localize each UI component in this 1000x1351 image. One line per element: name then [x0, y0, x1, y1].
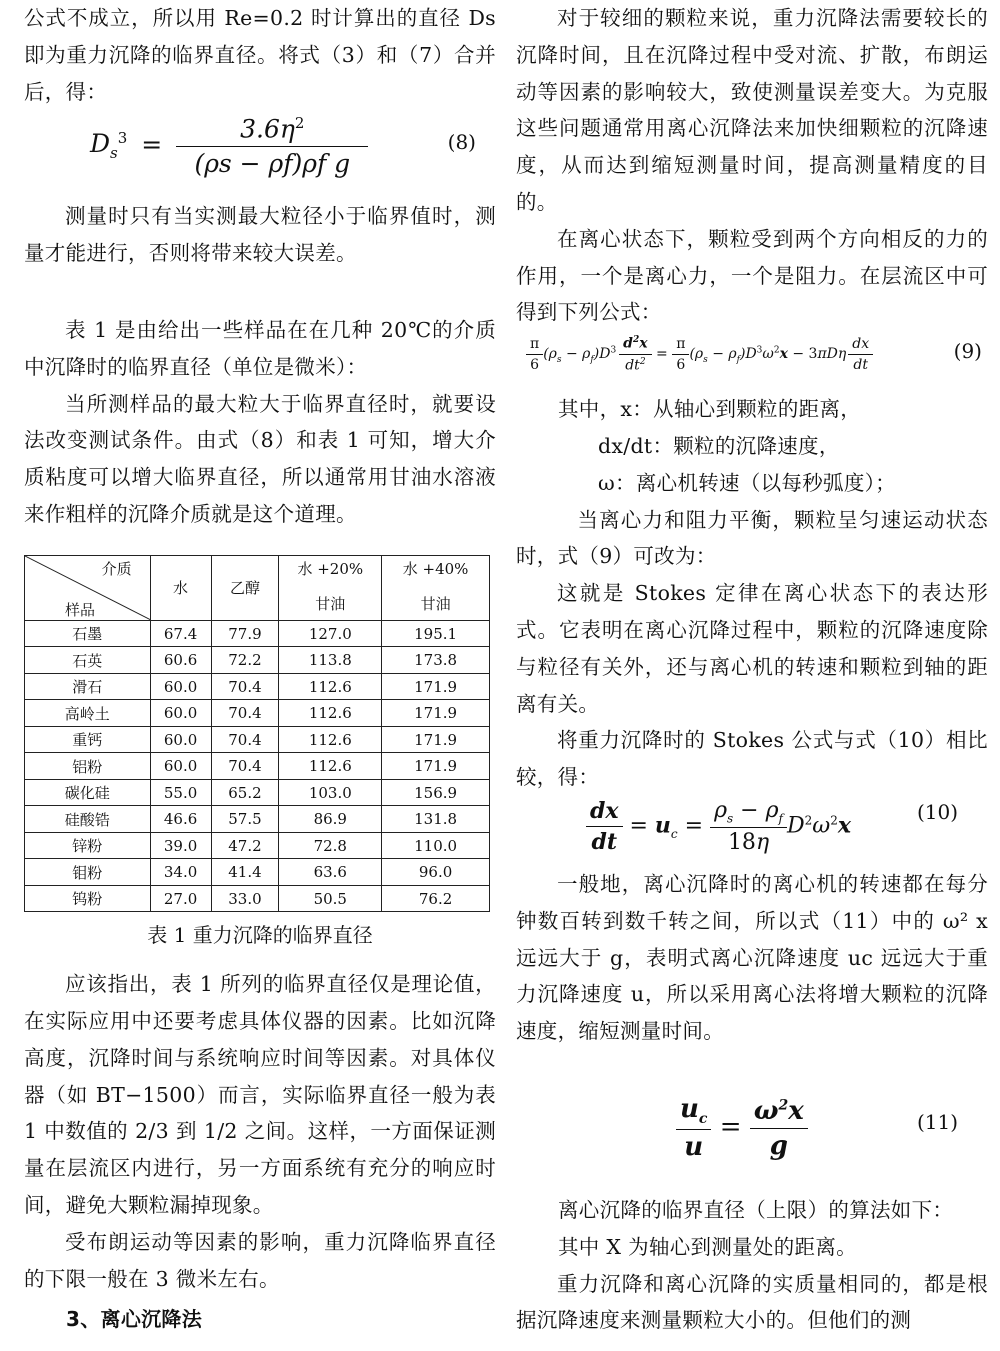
eq8-numerator: 3.6η	[240, 114, 295, 144]
diameter-value-cell: 195.1	[382, 620, 490, 647]
left-column	[24, 0, 496, 1338]
diameter-value-cell: 171.9	[382, 726, 490, 753]
table-row	[25, 673, 490, 700]
sample-name-cell: 钨粉	[25, 885, 151, 912]
paragraph-critical-diameter: 公式不成立，所以用 Re=0.2 时计算出的直径 Ds 即为重力沉降的临界直径。将式（3）和（7）合并后，得：	[24, 6, 496, 104]
diameter-value-cell: 131.8	[382, 806, 490, 833]
diameter-value-cell: 72.8	[279, 832, 382, 859]
diameter-value-cell: 156.9	[382, 779, 490, 806]
equation-9: $\frac{\pi}{6}$ $(\rho_s - \rho_f)D^3$ $\frac{d^2x}{dt^2}$ = $\frac{\pi}{6}$ $(\rho_s - \rho_f)D^3\omega^2x - 3\pi D\eta$ $\frac{dx}{dt}$ (9)	[516, 331, 988, 391]
equation-11: $\frac{u_c}{u}$ = $\frac{\omega^2x}{g}$ (11)	[516, 1050, 988, 1164]
diameter-value-cell: 110.0	[382, 832, 490, 859]
diameter-value-cell: 96.0	[382, 859, 490, 886]
corner-medium-label: 介质	[101, 559, 132, 578]
diameter-value-cell: 60.0	[150, 753, 211, 780]
definition-omega: ω：离心机转速（以每秒弧度）；	[598, 470, 896, 495]
eq8-denominator: (ρs − ρf)ρf g	[194, 148, 351, 178]
equation-8: $D_s^3$ = $\frac{3.6\eta^2}{\text{(ρs − ρf)ρf g}}$ (8)	[90, 114, 476, 178]
diameter-value-cell: 103.0	[279, 779, 382, 806]
paragraph-lower-limit: 受布朗运动等因素的影响，重力沉降临界直径的下限一般在 3 微米左右。	[24, 1229, 496, 1291]
diameter-value-cell: 171.9	[382, 700, 490, 727]
diameter-value-cell: 113.8	[279, 647, 382, 674]
diameter-value-cell: 60.0	[150, 700, 211, 727]
paragraph-fine-particles: 对于较细的颗粒来说，重力沉降法需要较长的沉降时间，且在沉降过程中受对流、扩散，布朗运动等因素的影响较大，致使测量误差变大。为克服这些问题通常用离心沉降法来加快细颗粒的沉降速度，从而达到缩短测量时间，提高测量精度的目的。	[516, 6, 988, 214]
critical-diameter-table	[24, 555, 490, 913]
paragraph-change-conditions: 当所测样品的最大粒大于临界直径时，就要设法改变测试条件。由式（8）和表 1 可知，增大介质粘度可以增大临界直径，所以通常用甘油水溶液来作粗样的沉降介质就是这个道理。	[24, 391, 496, 526]
table-row	[25, 753, 490, 780]
diameter-value-cell: 127.0	[279, 620, 382, 647]
paragraph-upper-limit: 离心沉降的临界直径（上限）的算法如下：	[558, 1197, 954, 1222]
table-row	[25, 700, 490, 727]
table-row	[25, 726, 490, 753]
paragraph-x-definition: 其中 X 为轴心到测量处的距离。	[558, 1234, 857, 1259]
equation-10: $\frac{dx}{dt}$ = $u_c$ = $\frac{\rho_s - \rho_f}{18\eta}$ $D^2\omega^2x$ (10)	[516, 796, 988, 866]
diameter-value-cell: 60.0	[150, 726, 211, 753]
eq8-lhs-sup: 3	[117, 129, 128, 148]
eq9-number: (9)	[953, 339, 982, 364]
diameter-value-cell: 171.9	[382, 673, 490, 700]
sample-name-cell: 锌粉	[25, 832, 151, 859]
diameter-value-cell: 70.4	[211, 726, 279, 753]
eq8-fraction	[176, 114, 368, 177]
diameter-value-cell: 77.9	[211, 620, 279, 647]
eq11-number: (11)	[916, 1109, 958, 1134]
table-row	[25, 832, 490, 859]
diameter-value-cell: 70.4	[211, 673, 279, 700]
sample-name-cell: 石英	[25, 647, 151, 674]
paragraph-speed-comparison: 一般地，离心沉降时的离心机的转速都在每分钟数百转到数千转之间，所以式（11）中的 ω² x 远远大于 g，表明式离心沉降速度 uc 远远大于重力沉降速度 u，所以采用离心法将增大颗粒的沉降速度，缩短测量时间。	[516, 871, 988, 1044]
diameter-value-cell: 39.0	[150, 832, 211, 859]
table-row	[25, 859, 490, 886]
eq8-lhs: D	[90, 129, 111, 159]
col-header-ethanol: 乙醇	[211, 555, 279, 620]
paragraph-centrifugal-forces: 在离心状态下，颗粒受到两个方向相反的力的作用，一个是离心力，一个是阻力。在层流区中可得到下列公式：	[516, 226, 988, 325]
paragraph-table-intro: 表 1 是由给出一些样品在在几种 20℃的介质中沉降时的临界直径（单位是微米）：	[24, 317, 496, 379]
section-heading-centrifugal: 3、离心沉降法	[66, 1307, 203, 1332]
sample-name-cell: 钼粉	[25, 859, 151, 886]
diameter-value-cell: 33.0	[211, 885, 279, 912]
table-header-row	[25, 555, 490, 620]
paragraph-theoretical-values: 应该指出，表 1 所列的临界直径仅是理论值，在实际应用中还要考虑具体仪器的因素。比如沉降高度，沉降时间与系统响应时间等因素。对具体仪器（如 BT−1500）而言，实际临界直径一般为表 1 中数值的 2/3 到 1/2 之间。这样，一方面保证测量在层流区内进行，另一方面系统有充分的响应时间，避免大颗粒漏掉现象。	[24, 972, 496, 1218]
right-column	[516, 0, 988, 1339]
diameter-value-cell: 171.9	[382, 753, 490, 780]
diameter-value-cell: 50.5	[279, 885, 382, 912]
diameter-value-cell: 70.4	[211, 753, 279, 780]
corner-sample-label: 样品	[65, 600, 96, 619]
paragraph-stokes-centrifugal: 这就是 Stokes 定律在离心状态下的表达形式。它表明在离心沉降过程中，颗粒的沉降速度除与粒径有关外，还与离心机的转速和颗粒到轴的距离有关。	[516, 581, 988, 716]
diameter-value-cell: 86.9	[279, 806, 382, 833]
diameter-value-cell: 34.0	[150, 859, 211, 886]
col-header-glycerol-20: 水 +20% 甘油	[279, 555, 382, 620]
paragraph-compare: 将重力沉降时的 Stokes 公式与式（10）相比较，得：	[516, 728, 988, 790]
eq8-num-sup: 2	[294, 114, 305, 133]
table-row	[25, 647, 490, 674]
table-row	[25, 806, 490, 833]
sample-name-cell: 碳化硅	[25, 779, 151, 806]
paragraph-measurement-condition: 测量时只有当实测最大粒径小于临界值时，测量才能进行，否则将带来较大误差。	[24, 204, 496, 266]
diameter-value-cell: 46.6	[150, 806, 211, 833]
diameter-value-cell: 112.6	[279, 726, 382, 753]
col-header-water: 水	[150, 555, 211, 620]
diameter-value-cell: 60.0	[150, 673, 211, 700]
paragraph-force-balance: 当离心力和阻力平衡，颗粒呈匀速运动状态时，式（9）可改为：	[516, 507, 988, 569]
sample-name-cell: 滑石	[25, 673, 151, 700]
diameter-value-cell: 112.6	[279, 673, 382, 700]
diameter-value-cell: 63.6	[279, 859, 382, 886]
sample-name-cell: 铝粉	[25, 753, 151, 780]
diameter-value-cell: 47.2	[211, 832, 279, 859]
table-row	[25, 620, 490, 647]
col-header-glycerol-40: 水 +40% 甘油	[382, 555, 490, 620]
diameter-value-cell: 72.2	[211, 647, 279, 674]
diameter-value-cell: 65.2	[211, 779, 279, 806]
diameter-value-cell: 76.2	[382, 885, 490, 912]
diameter-value-cell: 60.6	[150, 647, 211, 674]
eq8-number: (8)	[447, 130, 476, 155]
table-row	[25, 779, 490, 806]
diameter-value-cell: 41.4	[211, 859, 279, 886]
sample-name-cell: 石墨	[25, 620, 151, 647]
sample-name-cell: 重钙	[25, 726, 151, 753]
table-row	[25, 885, 490, 912]
diameter-value-cell: 57.5	[211, 806, 279, 833]
eq10-number: (10)	[916, 799, 958, 824]
diameter-value-cell: 173.8	[382, 647, 490, 674]
definition-x: 其中，x：从轴心到颗粒的距离，	[558, 397, 862, 422]
paragraph-same-essence: 重力沉降和离心沉降的实质量相同的，都是根据沉降速度来测量颗粒大小的。但他们的测	[516, 1271, 988, 1333]
diameter-value-cell: 55.0	[150, 779, 211, 806]
sample-name-cell: 硅酸锆	[25, 806, 151, 833]
diameter-value-cell: 112.6	[279, 753, 382, 780]
table-caption: 表 1 重力沉降的临界直径	[147, 923, 373, 948]
diameter-value-cell: 70.4	[211, 700, 279, 727]
sample-name-cell: 高岭土	[25, 700, 151, 727]
diameter-value-cell: 67.4	[150, 620, 211, 647]
definition-dxdt: dx/dt：颗粒的沉降速度，	[598, 433, 840, 458]
diameter-value-cell: 27.0	[150, 885, 211, 912]
eq8-lhs-sub: s	[110, 144, 118, 163]
table-corner-cell	[25, 555, 151, 620]
diameter-value-cell: 112.6	[279, 700, 382, 727]
